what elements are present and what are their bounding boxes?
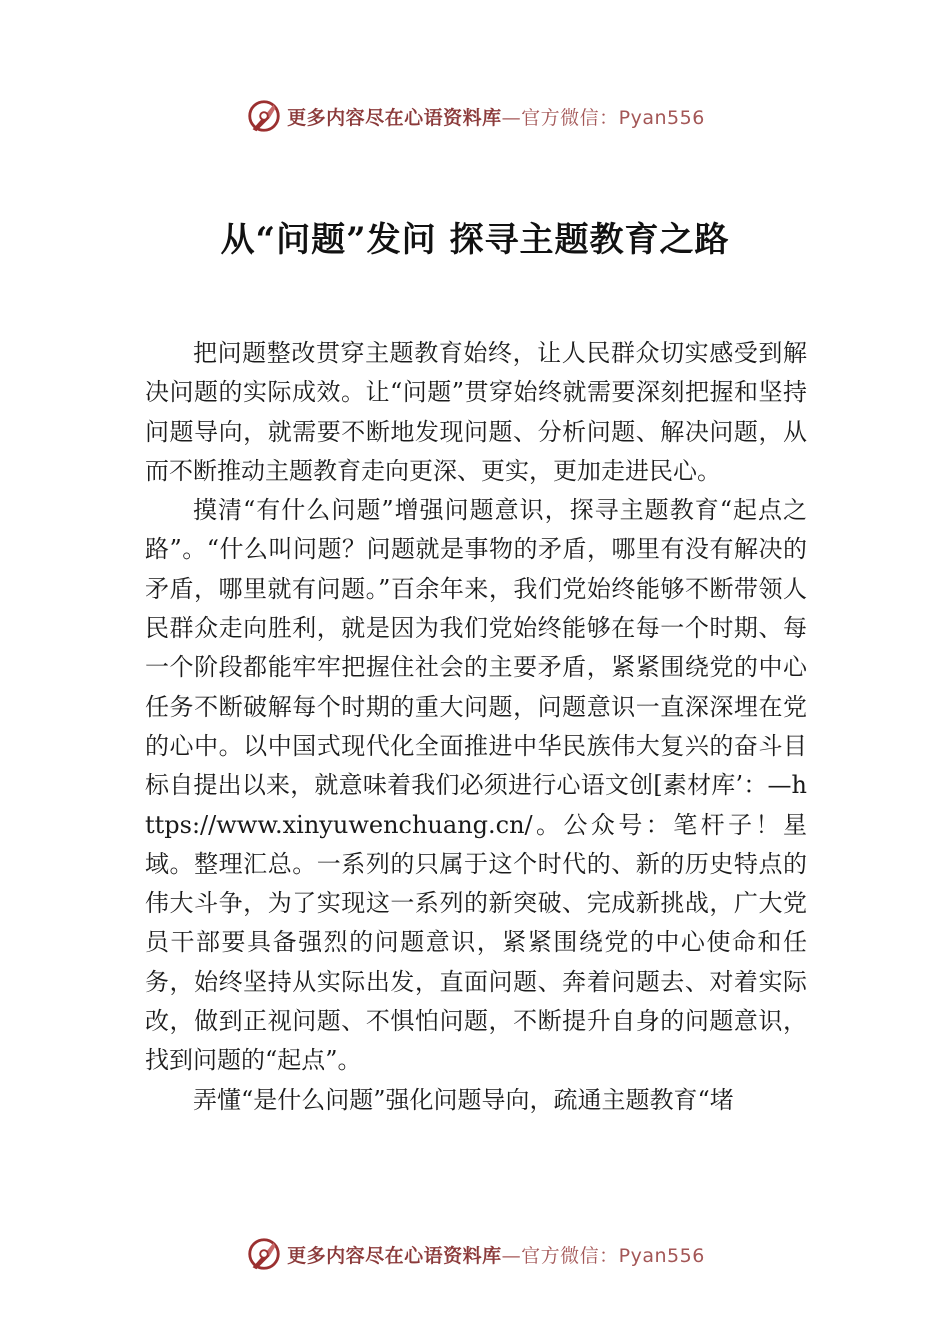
- pen-logo-icon: [245, 97, 283, 135]
- watermark-wechat: 官方微信：Pyan556: [521, 1244, 705, 1267]
- document-title: 从“问题”发问 探寻主题教育之路: [220, 220, 730, 260]
- paragraph: 弄懂“是什么问题”强化问题导向，疏通主题教育“堵: [193, 1085, 734, 1114]
- watermark-dash: —: [501, 1244, 522, 1267]
- document-body: [145, 334, 807, 1120]
- pen-logo-icon: [245, 1235, 283, 1273]
- watermark-dash: —: [501, 106, 522, 129]
- footer-watermark: [0, 1234, 950, 1274]
- watermark-wechat: 官方微信：Pyan556: [521, 106, 705, 129]
- watermark-brand: 更多内容尽在心语资料库: [287, 1244, 502, 1267]
- header-watermark: [0, 96, 950, 136]
- paragraph: 摸清“有什么问题”增强问题意识，探寻主题教育“起点之路”。“什么叫问题？问题就是事物的矛盾，哪里有没有解决的矛盾，哪里就有问题。”百余年来，我们党始终能够不断带领人民群众走向胜利，就是因为我们党始终能够在每一个时期、每一个阶段都能牢牢把握住社会的主要矛盾，紧紧围绕党的中心任务不断破解每个时期的重大问题，问题意识一直深深埋在党的心中。以中国式现代化全面推进中华民族伟大复兴的奋斗目标自提出以来，就意味着我们必须进行心语文创[素材库’：—https://www.xinyuwenchuang.cn/。公众号：笔杆子！星域。整理汇总。一系列的只属于这个时代的、新的历史特点的伟大斗争，为了实现这一系列的新突破、完成新挑战，广大党员干部要具备强烈的问题意识，紧紧围绕党的中心使命和任务，始终坚持从实际出发，直面问题、奔着问题去、对着实际改，做到正视问题、不惧怕问题，不断提升自身的问题意识，找到问题的“起点”。: [145, 496, 807, 1075]
- paragraph: 把问题整改贯穿主题教育始终，让人民群众切实感受到解决问题的实际成效。让“问题”贯穿始终就需要深刻把握和坚持问题导向，就需要不断地发现问题、分析问题、解决问题，从而不断推动主题教育走向更深、更实，更加走进民心。: [145, 339, 807, 485]
- watermark-brand: 更多内容尽在心语资料库: [287, 106, 502, 129]
